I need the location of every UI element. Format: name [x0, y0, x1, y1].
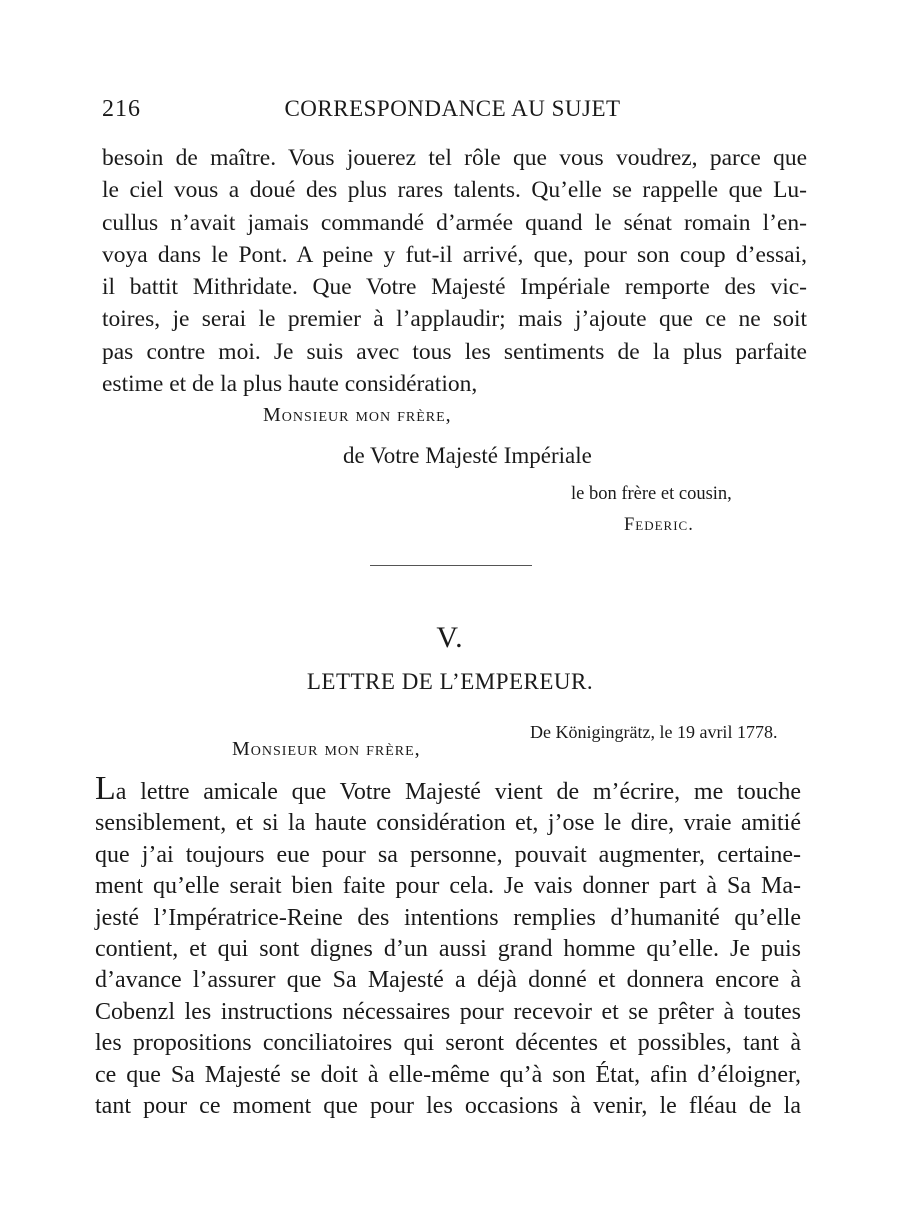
- opening-salutation: Monsieur mon frère,: [232, 738, 421, 760]
- text-line: Cobenzl les instructions nécessaires pour recevoir et se prêter à toutes: [95, 998, 801, 1025]
- text-line: les propositions conciliatoires qui seront décentes et possibles, tant à: [95, 1030, 801, 1057]
- text-line: il battit Mithridate. Que Votre Majesté Impériale remporte des vic-: [102, 274, 807, 301]
- letter-closing-paragraph: [102, 142, 807, 400]
- first-line-text: a lettre amicale que Votre Majesté vient de m’écrire, me touche: [115, 779, 801, 805]
- text-line: contient, et qui sont dignes d’un aussi grand homme qu’elle. Je puis: [95, 935, 801, 962]
- text-line: d’avance l’assurer que Sa Majesté a déjà donné et donnera encore à: [95, 967, 801, 994]
- section-title: LETTRE DE L’EMPEREUR.: [306, 669, 594, 694]
- text-line: besoin de maître. Vous jouerez tel rôle que vous voudrez, parce que: [102, 145, 807, 171]
- text-line: cullus n’avait jamais commandé d’armée quand le sénat romain l’en-: [102, 209, 807, 236]
- running-title: CORRESPONDANCE AU SUJET: [284, 96, 621, 121]
- text-line: jesté l’Impératrice-Reine des intentions remplies d’humanité qu’elle: [95, 904, 801, 931]
- page-number: 216: [102, 96, 141, 122]
- letter-body-paragraph: [95, 770, 801, 1122]
- closing-formula: de Votre Majesté Impériale: [343, 443, 592, 468]
- closing-salutation: Monsieur mon frère,: [263, 404, 452, 426]
- text-line: tant pour ce moment que pour les occasions à venir, le fléau de la: [95, 1092, 801, 1119]
- text-line: le ciel vous a doué des plus rares talents. Qu’elle se rappelle que Lu-: [102, 177, 807, 204]
- section-divider: [370, 565, 532, 566]
- signoff: le bon frère et cousin,: [571, 484, 732, 504]
- text-line: ce que Sa Majesté se doit à elle-même qu’à son État, afin d’éloigner,: [95, 1061, 801, 1088]
- text-line: que j’ai toujours eue pour sa personne, pouvait augmenter, certaine-: [95, 841, 801, 868]
- text-line: sensiblement, et si la haute considération et, j’ose le dire, vraie amitié: [95, 810, 801, 837]
- drop-cap: L: [95, 770, 116, 807]
- first-text-line: [95, 770, 801, 808]
- section-number: V.: [436, 621, 464, 654]
- text-line: estime et de la plus haute considération,: [102, 371, 478, 398]
- text-line: voya dans le Pont. A peine y fut-il arrivé, que, pour son coup d’essai,: [102, 241, 807, 268]
- page-header: [100, 96, 805, 128]
- signature: Federic.: [624, 515, 694, 535]
- dateline: De Königingrätz, le 19 avril 1778.: [530, 722, 778, 742]
- text-line: pas contre moi. Je suis avec tous les sentiments de la plus parfaite: [102, 338, 807, 365]
- text-line: ment qu’elle serait bien faite pour cela. Je vais donner part à Sa Ma-: [95, 873, 801, 900]
- text-line: toires, je serai le premier à l’applaudir; mais j’ajoute que ce ne soit: [102, 306, 807, 333]
